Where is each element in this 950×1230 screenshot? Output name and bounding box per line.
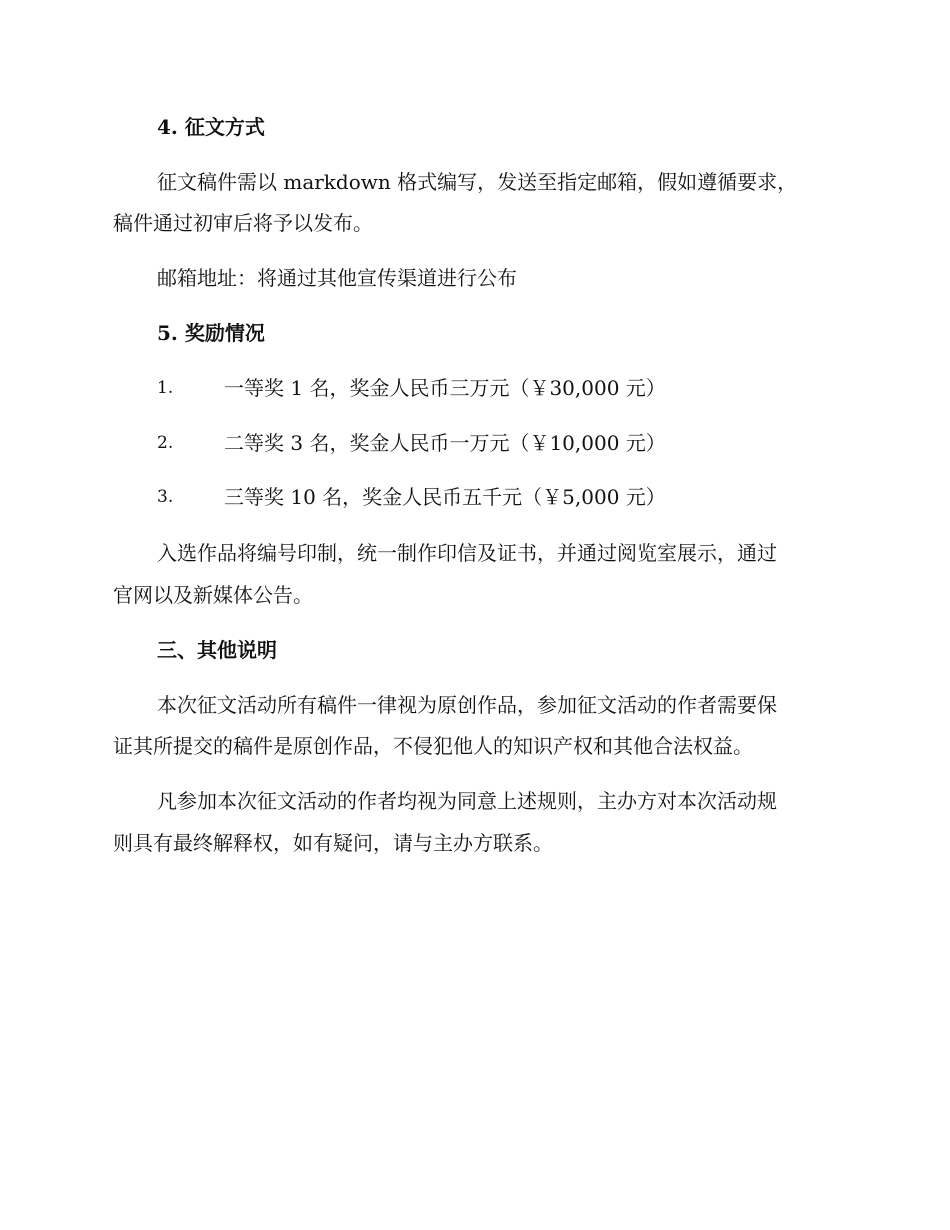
- award-item-number: 1.: [157, 378, 174, 398]
- originality-paragraph-line-2: 证其所提交的稿件是原创作品，不侵犯他人的知识产权和其他合法权益。: [113, 734, 753, 758]
- rules-paragraph-line-1: 凡参加本次征文活动的作者均视为同意上述规则，主办方对本次活动规: [157, 789, 777, 813]
- originality-paragraph-line-1: 本次征文活动所有稿件一律视为原创作品，参加征文活动的作者需要保: [157, 693, 777, 717]
- section-4-heading: 4. 征文方式: [157, 115, 265, 139]
- email-address-line: 邮箱地址：将通过其他宣传渠道进行公布: [157, 266, 517, 290]
- section-4-paragraph-line-2: 稿件通过初审后将予以发布。: [113, 211, 373, 235]
- rules-paragraph-line-2: 则具有最终解释权，如有疑问，请与主办方联系。: [113, 831, 553, 855]
- section-5-heading: 5. 奖励情况: [157, 321, 265, 345]
- award-item-text: 二等奖 3 名，奖金人民币一万元（￥10,000 元）: [224, 431, 666, 455]
- award-paragraph-line-1: 入选作品将编号印制，统一制作印信及证书，并通过阅览室展示，通过: [157, 541, 777, 565]
- award-paragraph-line-2: 官网以及新媒体公告。: [113, 583, 313, 607]
- other-notes-heading: 三、其他说明: [157, 638, 277, 662]
- award-item-number: 3.: [157, 487, 174, 507]
- award-item-text: 一等奖 1 名，奖金人民币三万元（￥30,000 元）: [224, 376, 666, 400]
- award-item-text: 三等奖 10 名，奖金人民币五千元（￥5,000 元）: [224, 485, 666, 509]
- award-item-number: 2.: [157, 433, 174, 453]
- section-4-paragraph-line-1: 征文稿件需以 markdown 格式编写，发送至指定邮箱，假如遵循要求，: [157, 170, 798, 194]
